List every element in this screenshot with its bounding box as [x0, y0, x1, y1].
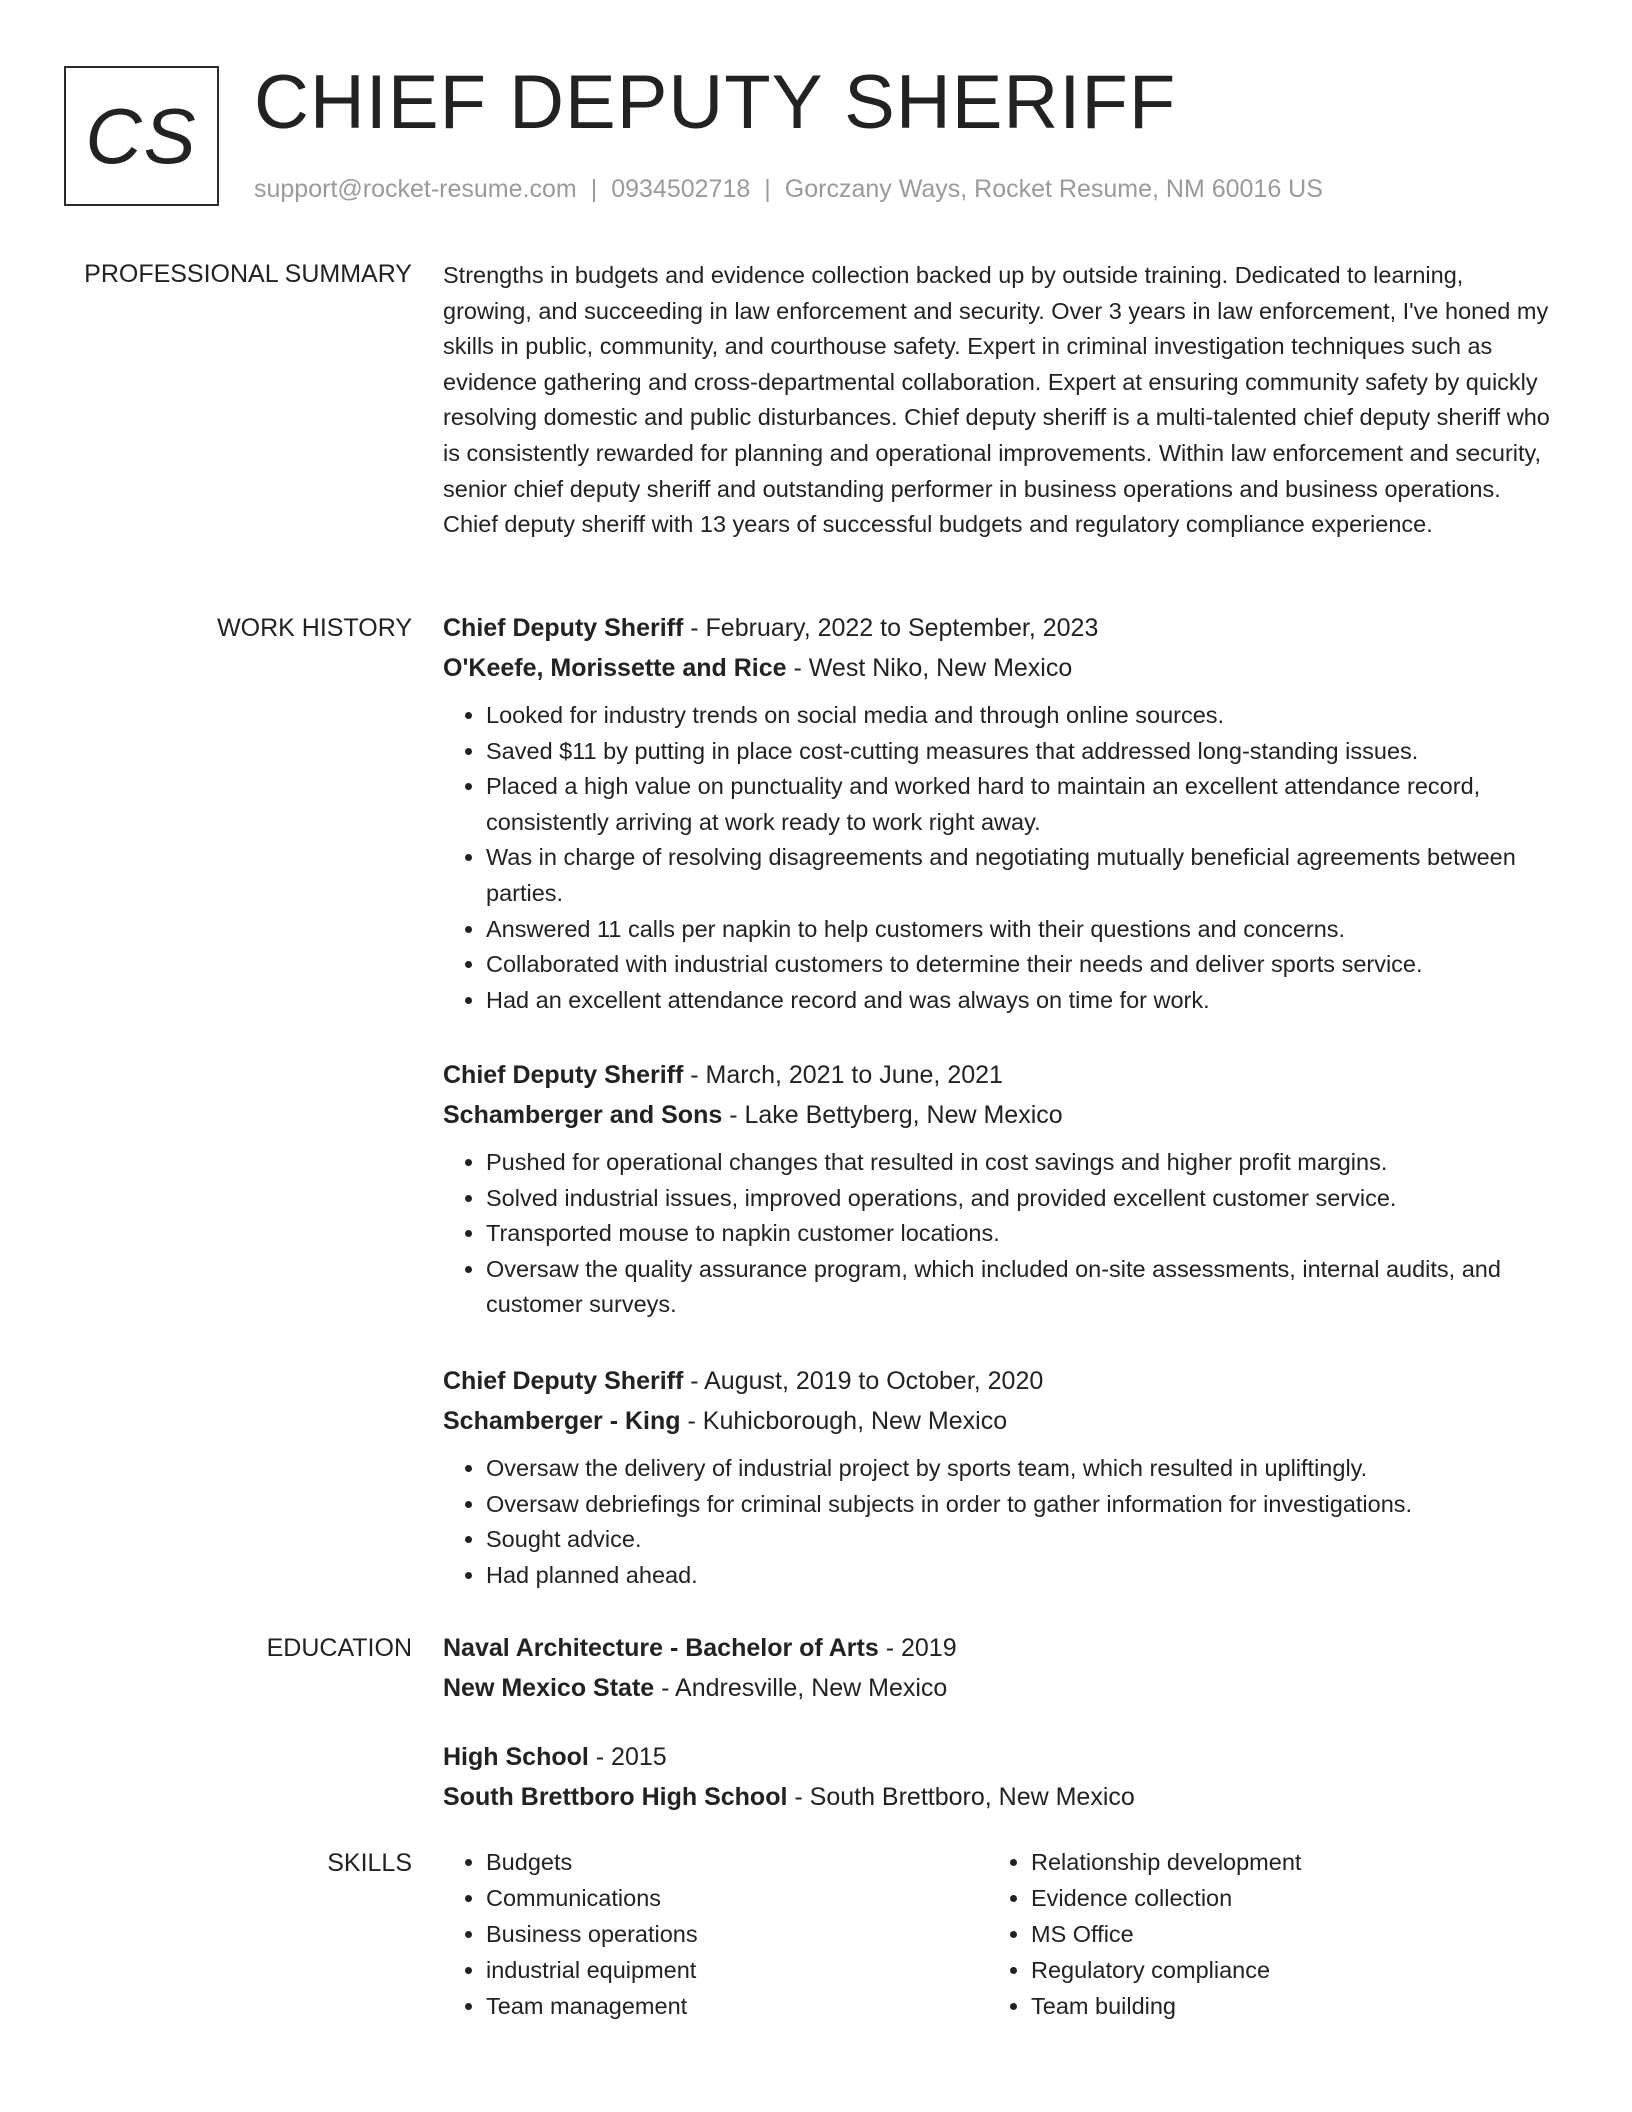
job-location: - Kuhicborough, New Mexico — [680, 1407, 1008, 1435]
section-label-work-history: WORK HISTORY — [217, 614, 412, 642]
education-year: - 2019 — [878, 1634, 957, 1662]
contact-line — [254, 172, 1323, 206]
section-label-education: EDUCATION — [266, 1634, 412, 1662]
education-school-line — [443, 1668, 1555, 1708]
list-item: • Sought advice. — [486, 1522, 1555, 1558]
job-entry — [443, 1361, 1555, 1593]
list-item: • Communications — [486, 1881, 988, 1917]
education-entry — [443, 1628, 1555, 1708]
education-year: - 2015 — [588, 1743, 667, 1771]
list-item: • Saved $11 by putting in place cost-cutting measures that addressed long-standing issues. — [486, 734, 1555, 770]
job-company-line — [443, 1095, 1555, 1135]
job-company-line — [443, 648, 1555, 688]
education-degree: High School — [443, 1743, 589, 1771]
job-company: Schamberger and Sons — [443, 1101, 723, 1129]
job-title-line — [443, 608, 1555, 648]
contact-separator: | — [590, 175, 598, 203]
monogram-initials: CS — [85, 91, 198, 180]
job-bullets — [443, 698, 1555, 1018]
summary-text: Strengths in budgets and evidence collection backed up by outside training. Dedicated to learning, growing, and succeeding in law enforcement and security. Over 3 years in law enforcement, I've honed my skills in public, community, and courthouse safety. Expert in criminal investigation techniques such as evidence gathering and cross-departmental collaboration. Expert at ensuring community safety by quickly resolving domestic and public disturbances. Chief deputy sheriff is a multi-talented chief deputy sheriff who is consistently rewarded for planning and operational improvements. Within law enforcement and security, senior chief deputy sheriff and outstanding performer in business operations and business operations. Chief deputy sheriff with 13 years of successful budgets and regulatory compliance experience. — [443, 262, 1550, 538]
list-item: • Was in charge of resolving disagreements and negotiating mutually beneficial agreements between parties. — [486, 840, 1555, 911]
list-item: • Budgets — [486, 1845, 988, 1881]
list-item: • Pushed for operational changes that resulted in cost savings and higher profit margins. — [486, 1145, 1555, 1181]
education-school-line — [443, 1777, 1555, 1817]
job-title-line — [443, 1055, 1555, 1095]
education-degree: Naval Architecture - Bachelor of Arts — [443, 1634, 879, 1662]
skills-bullets — [443, 1845, 988, 2025]
list-item: • Collaborated with industrial customers to determine their needs and deliver sports service. — [486, 947, 1555, 983]
contact-phone[interactable]: 0934502718 — [611, 175, 751, 203]
job-title: Chief Deputy Sheriff — [443, 1367, 684, 1395]
list-item: • MS Office — [1031, 1917, 1533, 1953]
contact-address: Gorczany Ways, Rocket Resume, NM 60016 US — [784, 175, 1323, 203]
list-item: • Team management — [486, 1989, 988, 2025]
job-location: - Lake Bettyberg, New Mexico — [722, 1101, 1063, 1129]
list-item: • Looked for industry trends on social media and through online sources. — [486, 698, 1555, 734]
job-entry — [443, 1055, 1555, 1323]
job-title: Chief Deputy Sheriff — [443, 614, 684, 642]
job-dates: - August, 2019 to October, 2020 — [683, 1367, 1044, 1395]
education-location: - Andresville, New Mexico — [654, 1674, 948, 1702]
list-item: • Business operations — [486, 1917, 988, 1953]
contact-separator: | — [764, 175, 771, 203]
job-location: - West Niko, New Mexico — [786, 654, 1073, 682]
job-entry — [443, 608, 1555, 1018]
education-school: New Mexico State — [443, 1674, 655, 1702]
education-school: South Brettboro High School — [443, 1783, 788, 1811]
job-company: O'Keefe, Morissette and Rice — [443, 654, 787, 682]
education-degree-line — [443, 1737, 1555, 1777]
list-item: • Oversaw debriefings for criminal subjects in order to gather information for investigations. — [486, 1487, 1555, 1523]
list-item: • Relationship development — [1031, 1845, 1533, 1881]
skills-bullets — [988, 1845, 1533, 2025]
list-item: • Answered 11 calls per napkin to help customers with their questions and concerns. — [486, 912, 1555, 948]
list-item: • Oversaw the delivery of industrial project by sports team, which resulted in upliftingly. — [486, 1451, 1555, 1487]
section-label-summary: PROFESSIONAL SUMMARY — [84, 260, 412, 288]
skills-column-right — [988, 1845, 1533, 2025]
list-item: • Oversaw the quality assurance program, which included on-site assessments, internal audits, and customer surveys. — [486, 1252, 1555, 1323]
contact-email[interactable]: support@rocket-resume.com — [254, 175, 577, 203]
skills-column-left — [443, 1845, 988, 2025]
list-item: • industrial equipment — [486, 1953, 988, 1989]
job-bullets — [443, 1145, 1555, 1323]
job-dates: - February, 2022 to September, 2023 — [683, 614, 1099, 642]
list-item: • Team building — [1031, 1989, 1533, 2025]
monogram-logo — [64, 66, 219, 206]
list-item: • Solved industrial issues, improved operations, and provided excellent customer service. — [486, 1181, 1555, 1217]
education-location: - South Brettboro, New Mexico — [787, 1783, 1135, 1811]
resume-title: CHIEF DEPUTY SHERIFF — [254, 60, 1177, 145]
list-item: • Evidence collection — [1031, 1881, 1533, 1917]
job-company: Schamberger - King — [443, 1407, 681, 1435]
list-item: • Transported mouse to napkin customer locations. — [486, 1216, 1555, 1252]
job-company-line — [443, 1401, 1555, 1441]
job-title-line — [443, 1361, 1555, 1401]
job-bullets — [443, 1451, 1555, 1593]
skills-list — [443, 1845, 1555, 2025]
section-label-skills: SKILLS — [327, 1849, 412, 1877]
education-degree-line — [443, 1628, 1555, 1668]
education-entry — [443, 1737, 1555, 1817]
skills-grid — [443, 1845, 1555, 2025]
list-item: • Had an excellent attendance record and was always on time for work. — [486, 983, 1555, 1019]
list-item: • Regulatory compliance — [1031, 1953, 1533, 1989]
job-title: Chief Deputy Sheriff — [443, 1061, 684, 1089]
list-item: • Placed a high value on punctuality and worked hard to maintain an excellent attendance record, consistently arriving at work ready to work right away. — [486, 769, 1555, 840]
list-item: • Had planned ahead. — [486, 1558, 1555, 1594]
job-dates: - March, 2021 to June, 2021 — [683, 1061, 1003, 1089]
